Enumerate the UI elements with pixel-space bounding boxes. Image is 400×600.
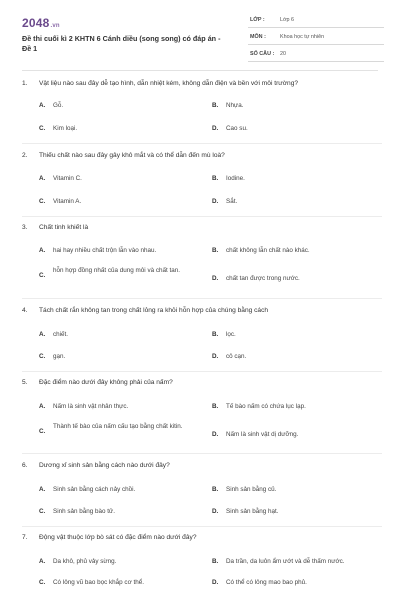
option-label: B. — [212, 102, 219, 109]
header-divider — [22, 70, 378, 71]
option-text: hỗn hợp đồng nhất của dung môi và chất tan. — [53, 267, 181, 274]
question-stem: Tách chất rắn không tan trong chất lỏng ra khỏi hỗn hợp của chúng bằng cách — [39, 307, 269, 314]
option-label: B. — [212, 558, 219, 565]
exam-title-line2: Đề 1 — [22, 44, 38, 53]
logo-text: 2048 — [22, 16, 50, 30]
option-label: C. — [39, 428, 46, 435]
option-label: D. — [212, 275, 219, 282]
meta-row-count — [248, 48, 384, 62]
question-divider — [22, 526, 382, 527]
option-label: D. — [212, 198, 219, 205]
option-label: D. — [212, 125, 219, 132]
question-number: 4. — [22, 307, 28, 314]
option-text: Nấm là sinh vật dị dưỡng. — [226, 431, 299, 438]
option-label: C. — [39, 353, 46, 360]
question-5 — [22, 379, 382, 455]
option-label: C. — [39, 272, 46, 279]
exam-meta — [248, 14, 384, 65]
meta-row-subject — [248, 31, 384, 45]
exam-header — [22, 14, 382, 62]
option-label: C. — [39, 198, 46, 205]
meta-key: MÔN : — [250, 34, 266, 40]
option-text: Iodine. — [226, 175, 245, 182]
option-label: A. — [39, 247, 46, 254]
option-label: D. — [212, 579, 219, 586]
option-text: chất tan được trong nước. — [226, 275, 300, 282]
option-label: A. — [39, 102, 46, 109]
question-text — [22, 534, 196, 541]
question-divider — [22, 143, 382, 144]
question-divider — [22, 453, 382, 454]
option-text: Nấm là sinh vật nhân thực. — [53, 403, 129, 410]
option-text: hai hay nhiều chất trộn lẫn vào nhau. — [53, 247, 157, 254]
option-label: B. — [212, 331, 219, 338]
meta-value: Lớp 6 — [280, 17, 295, 23]
question-text — [22, 80, 298, 87]
question-divider — [22, 298, 382, 299]
option-label: A. — [39, 486, 46, 493]
option-label: C. — [39, 508, 46, 515]
question-1 — [22, 80, 382, 140]
logo-suffix: .vn — [50, 23, 60, 29]
option-label: B. — [212, 486, 219, 493]
option-label: D. — [212, 353, 219, 360]
option-text: Nhựa. — [226, 102, 244, 109]
question-text — [22, 224, 88, 231]
option-text: lọc. — [226, 331, 236, 338]
question-3 — [22, 224, 382, 300]
option-text: Thành tế bào của nấm cấu tạo bằng chất kitin. — [53, 423, 183, 430]
option-label: B. — [212, 175, 219, 182]
option-text: Cao su. — [226, 125, 248, 132]
option-label: A. — [39, 558, 46, 565]
question-stem: Vật liệu nào sau đây dễ tạo hình, dẫn nhiệt kém, không dẫn điện và bền với môi trường? — [39, 80, 299, 87]
question-text — [22, 379, 173, 386]
question-number: 2. — [22, 152, 28, 159]
option-text: Sinh sản bằng cách nảy chồi. — [53, 486, 136, 493]
exam-title-line1: Đề thi cuối kì 2 KHTN 6 Cánh diều (song song) có đáp án - — [22, 34, 221, 43]
meta-row-class — [248, 14, 384, 28]
question-number: 1. — [22, 80, 28, 87]
question-2 — [22, 152, 382, 212]
option-label: B. — [212, 247, 219, 254]
option-text: chất không lẫn chất nào khác. — [226, 247, 310, 254]
option-text: cô cạn. — [226, 353, 247, 360]
question-stem: Đặc điểm nào dưới đây không phải của nấm? — [39, 379, 173, 386]
option-label: A. — [39, 403, 46, 410]
question-7 — [22, 534, 382, 594]
question-number: 6. — [22, 462, 28, 469]
question-stem: Dương xỉ sinh sản bằng cách nào dưới đây? — [39, 462, 170, 469]
option-label: D. — [212, 431, 219, 438]
question-6 — [22, 462, 382, 522]
meta-key: SỐ CÂU : — [250, 51, 275, 57]
option-label: B. — [212, 403, 219, 410]
meta-value: 20 — [280, 51, 286, 57]
option-label: C. — [39, 125, 46, 132]
question-stem: Động vật thuộc lớp bò sát có đặc điểm nào dưới đây? — [39, 534, 197, 541]
option-text: gạn. — [53, 353, 66, 360]
option-text: Vitamin C. — [53, 175, 82, 182]
question-divider — [22, 371, 382, 372]
option-text: Có thể có lông mao bao phủ. — [226, 579, 307, 586]
option-text: Tế bào nấm có chứa lục lạp. — [226, 403, 306, 410]
option-label: C. — [39, 579, 46, 586]
question-text — [22, 152, 225, 159]
question-text — [22, 307, 268, 314]
option-text: Da trần, da luôn ẩm ướt và dễ thấm nước. — [226, 558, 345, 565]
question-text — [22, 462, 170, 469]
meta-key: LỚP : — [250, 17, 265, 23]
question-stem: Thiếu chất nào sau đây gây khô mắt và có thể dẫn đến mù loà? — [39, 152, 225, 159]
question-divider — [22, 216, 382, 217]
option-text: Da khô, phủ vảy sừng. — [53, 558, 117, 565]
option-text: Sinh sản bằng bào tử. — [53, 508, 115, 515]
option-text: Gỗ. — [53, 102, 64, 109]
meta-value: Khoa học tự nhiên — [280, 34, 325, 40]
option-text: Sinh sản bằng hạt. — [226, 508, 279, 515]
option-text: chiết. — [53, 331, 69, 338]
site-logo[interactable] — [22, 16, 60, 30]
question-number: 7. — [22, 534, 28, 541]
exam-title — [22, 34, 232, 54]
option-label: A. — [39, 175, 46, 182]
option-text: Kim loại. — [53, 125, 78, 132]
option-label: A. — [39, 331, 46, 338]
question-stem: Chất tinh khiết là — [39, 224, 89, 231]
option-text: Sinh sản bằng củ. — [226, 486, 277, 493]
question-number: 3. — [22, 224, 28, 231]
question-4 — [22, 307, 382, 367]
question-number: 5. — [22, 379, 28, 386]
option-text: Sắt. — [226, 198, 238, 205]
option-label: D. — [212, 508, 219, 515]
option-text: Vitamin A. — [53, 198, 82, 205]
option-text: Có lông vũ bao bọc khắp cơ thể. — [53, 579, 144, 586]
